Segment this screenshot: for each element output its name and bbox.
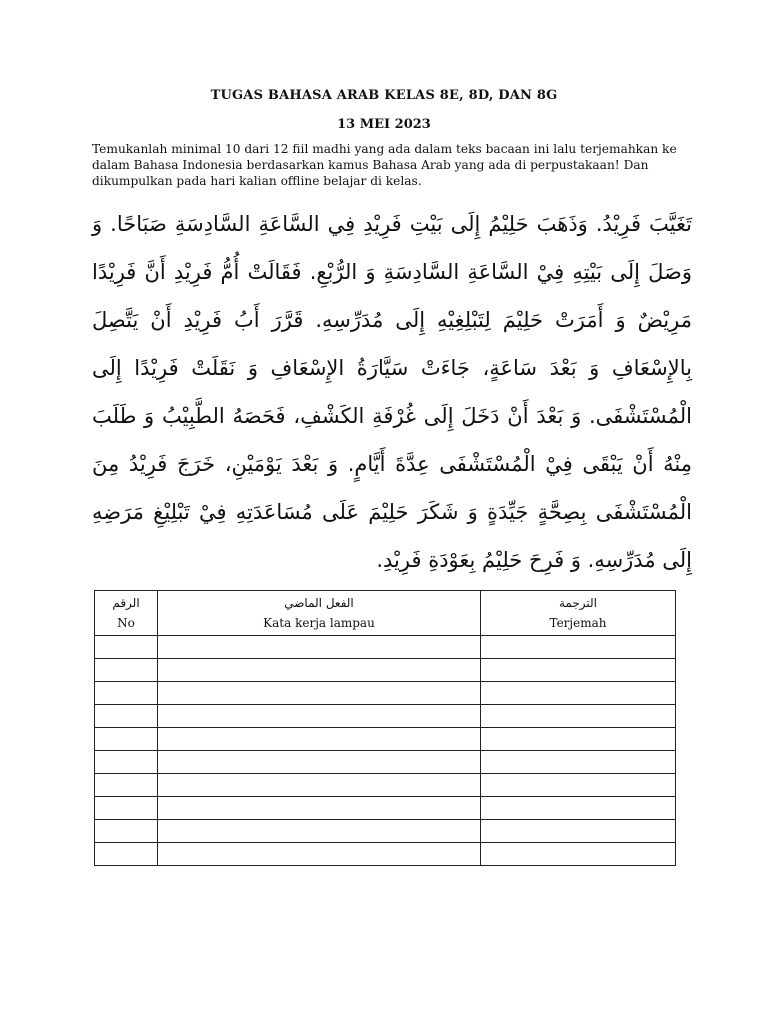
header-translation [481, 591, 676, 636]
header-number-label: No [117, 616, 135, 630]
cell-past-verb [158, 843, 481, 866]
header-translation-arabic: الترجمة [558, 596, 598, 610]
table-row [95, 797, 676, 820]
table-row [95, 682, 676, 705]
cell-past-verb [158, 659, 481, 682]
header-past-verb-label: Kata kerja lampau [263, 616, 375, 630]
table-row [95, 728, 676, 751]
header-past-verb [158, 591, 481, 636]
cell-past-verb [158, 728, 481, 751]
document-title: TUGAS BAHASA ARAB KELAS 8E, 8D, DAN 8G [210, 88, 558, 103]
table-row [95, 751, 676, 774]
table-row [95, 705, 676, 728]
answer-table-body [95, 636, 676, 866]
cell-translation [481, 636, 676, 659]
cell-translation [481, 682, 676, 705]
cell-translation [481, 659, 676, 682]
cell-number [95, 659, 158, 682]
header-translation-label: Terjemah [549, 616, 607, 630]
cell-number [95, 820, 158, 843]
cell-number [95, 797, 158, 820]
cell-number [95, 636, 158, 659]
cell-number [95, 682, 158, 705]
cell-translation [481, 728, 676, 751]
cell-past-verb [158, 774, 481, 797]
table-row [95, 774, 676, 797]
cell-past-verb [158, 797, 481, 820]
cell-number [95, 774, 158, 797]
arabic-reading-text: تَغَيَّبَ فَرِيْدُ. وَذَهَبَ حَلِيْمُ إِلَى بَيْتِ فَرِيْدِ فِي السَّاعَةِ السَّادِسَةِ صَبَاحًا. وَ وَصَلَ إِلَى بَيْتِهِ فِيْ السَّاعَةِ السَّادِسَةِ وَ الرُّبْعِ. فَقَالَتْ أُمُّ فَرِيْدِ أَنَّ فَرِيْدًا مَرِيْضٌ وَ أَمَرَتْ حَلِيْمَ لِتَبْلِغِيْهِ إِلَى مُدَرِّسِهِ. قَرَّرَ أَبُ فَرِيْدِ أَنْ يَتَّصِلَ بِالإِسْعَافِ وَ بَعْدَ سَاعَةٍ، جَاءَتْ سَيَّارَةُ الإِسْعَافِ وَ نَقَلَتْ فَرِيْدًا إِلَى الْمُسْتَشْفَى. وَ بَعْدَ أَنْ دَخَلَ إِلَى غُرْفَةِ الكَشْفِ، فَحَصَهُ الطَّبِيْبُ وَ طَلَبَ مِنْهُ أَنْ يَبْقَى فِيْ الْمُسْتَشْفَى عِدَّةَ أَيَّامٍ. وَ بَعْدَ يَوْمَيْنِ، خَرَجَ فَرِيْدُ مِنَ الْمُسْتَشْفَى بِصِحَّةٍ جَيِّدَةٍ وَ شَكَرَ حَلِيْمَ عَلَى مُسَاعَدَتِهِ فِيْ تَبْلِيْغِ مَرَضِهِ إِلَى مُدَرِّسِهِ. وَ فَرِحَ حَلِيْمُ بِعَوْدَةِ فَرِيْدِ. [92, 212, 692, 572]
cell-past-verb [158, 682, 481, 705]
table-header-row [95, 591, 676, 636]
cell-past-verb [158, 751, 481, 774]
header-number-arabic: الرقم [112, 596, 140, 610]
cell-past-verb [158, 705, 481, 728]
document-date: 13 MEI 2023 [337, 117, 431, 132]
cell-translation [481, 820, 676, 843]
cell-number [95, 728, 158, 751]
table-row [95, 659, 676, 682]
cell-translation [481, 843, 676, 866]
cell-translation [481, 797, 676, 820]
instructions-paragraph: Temukanlah minimal 10 dari 12 fiil madhi yang ada dalam teks bacaan ini lalu terjemahkan ke dalam Bahasa Indonesia berdasarkan kamus Bahasa Arab yang ada di perpustakaan! Dan dikumpulkan pada hari kalian offline belajar di kelas. [92, 142, 677, 188]
table-row [95, 636, 676, 659]
cell-translation [481, 705, 676, 728]
cell-translation [481, 774, 676, 797]
answer-table [94, 590, 676, 866]
cell-number [95, 751, 158, 774]
cell-translation [481, 751, 676, 774]
cell-past-verb [158, 820, 481, 843]
cell-number [95, 843, 158, 866]
cell-past-verb [158, 636, 481, 659]
header-number [95, 591, 158, 636]
cell-number [95, 705, 158, 728]
header-past-verb-arabic: الفعل الماضي [284, 596, 354, 610]
table-row [95, 820, 676, 843]
table-row [95, 843, 676, 866]
